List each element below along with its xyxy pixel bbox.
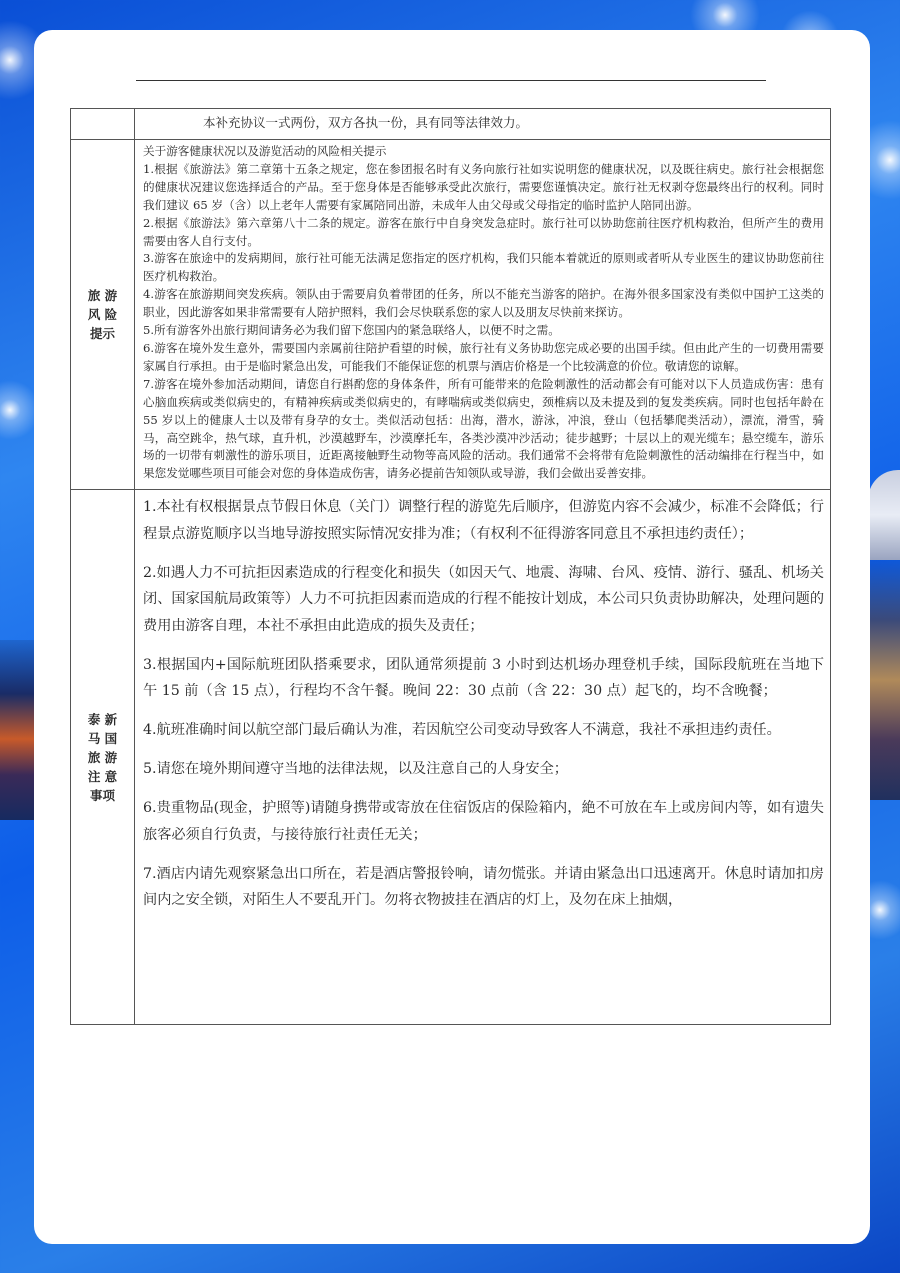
table-row [71, 109, 831, 140]
notice-item: 5.请您在境外期间遵守当地的法律法规，以及注意自己的人身安全； [143, 761, 568, 778]
label-line: 泰 新 [87, 711, 118, 727]
label-line: 旅 游 [87, 288, 118, 304]
notice-item: 7.酒店内请先观察紧急出口所在，若是酒店警报铃响，请勿慌张。并请由紧急出口迅速离开。休息时请加扣房间内之安全锁，对陌生人不要乱开门。勿将衣物披挂在酒店的灯上，及勿在床上抽烟， [143, 865, 824, 909]
risk-item: 1.根据《旅游法》第二章第十五条之规定，您在参团报名时有义务向旅行社如实说明您的健康状况，以及既往病史。旅行社会根据您的健康状况建议您选择适合的产品。至于您身体是否能够承受此次旅行，需要您谨慎决定。旅行社无权剥夺您最终出行的权利。同时我们建议 65 岁（含）以上老年人需要有家属陪同出游，未成年人由父母或父母指定的临时监护人陪同出游。 [143, 161, 824, 212]
risk-item: 2.根据《旅游法》第六章第八十二条的规定。游客在旅行中自身突发急症时。旅行社可以协助您前往医疗机构救治，但所产生的费用需要由客人自行支付。 [143, 215, 824, 248]
table-row [71, 140, 831, 490]
risk-item: 4.游客在旅游期间突发疾病。领队由于需要肩负着带团的任务，所以不能充当游客的陪护。在海外很多国家没有类似中国护工这类的职业，因此游客如果非常需要有人陪护照料，我们会尽快联系您的家人以及朋友尽快前来探访。 [143, 287, 824, 320]
risk-item: 5.所有游客外出旅行期间请务必为我们留下您国内的紧急联络人，以便不时之需。 [143, 323, 560, 338]
terms-table [70, 108, 831, 1025]
notice-section-label [71, 490, 135, 1025]
risk-item: 7.游客在境外参加活动期间，请您自行斟酌您的身体条件，所有可能带来的危险刺激性的活动都会有可能对以下人员造成伤害：患有心脑血疾病或类似病史的，有精神疾病或类似病史的，有哮喘病或类似病史，颈椎病以及未提及到的复发类疾病。同时也包括年龄在 55 岁以上的健康人士以及带有身孕的女士。类似活动包括：出海，潜水，游泳，冲浪，登山（包括攀爬类活动），漂流，滑雪，骑马，高空跳伞，热气球，直升机，沙漠越野车，沙漠摩托车，各类沙漠冲沙活动；徒步越野；十层以上的观光缆车；悬空缆车，游乐场的一切带有刺激性的游乐项目，近距离接触野生动物等高风险的活动。我们通常不会将带有危险刺激性的活动编排在行程当中，如果您发觉哪些项目可能会对您的身体造成伤害，请务必提前告知领队或导游，我们会做出妥善安排。 [143, 376, 824, 481]
header-rule [136, 80, 766, 81]
notice-item: 1.本社有权根据景点节假日休息（关门）调整行程的游览先后顺序，但游览内容不会减少，标准不会降低；行程景点游览顺序以当地导游按照实际情况安排为准；（有权利不征得游客同意且不承担违约责任）； [143, 499, 824, 542]
label-line: 风 险 [87, 307, 118, 323]
label-line: 注 意 [87, 768, 118, 784]
risk-item: 6.游客在境外发生意外，需要国内亲属前往陪护看望的时候，旅行社有义务协助您完成必要的出国手续。但由此产生的一切费用需要家属自行承担。由于是临时紧急出发，可能我们不能保证您的机票与酒店价格是一个比较满意的价位。敬请您的谅解。 [143, 340, 824, 373]
row-label-empty [71, 109, 135, 140]
label-line: 马 国 [87, 730, 118, 746]
risk-section-content [135, 140, 831, 490]
label-line: 事项 [89, 787, 115, 803]
copies-clause: 本补充协议一式两份，双方各执一份，具有同等法律效力。 [135, 109, 831, 140]
merlion-statue-decoration [868, 470, 900, 560]
label-line: 提示 [89, 326, 115, 342]
notice-item: 4.航班准确时间以航空部门最后确认为准，若因航空公司变动导致客人不满意，我社不承担违约责任。 [143, 722, 781, 739]
risk-item: 3.游客在旅途中的发病期间，旅行社可能无法满足您指定的医疗机构，我们只能本着就近的原则或者听从专业医生的建议协助您前往医疗机构救治。 [143, 251, 824, 284]
notice-item: 2.如遇人力不可抗拒因素造成的行程变化和损失（如因天气、地震、海啸、台风、疫情、游行、骚乱、机场关闭、国家国航局政策等）人力不可抗拒因素而造成的行程不能按计划成，本公司只负责协助解决，处理问题的费用由游客自理，本社不承担由此造成的损失及责任； [143, 564, 825, 634]
risk-heading: 关于游客健康状况以及游览活动的风险相关提示 [143, 144, 387, 158]
notice-section-content [135, 490, 831, 1025]
risk-section-label [71, 140, 135, 490]
table-row [71, 490, 831, 1025]
notice-item: 6.贵重物品(现金，护照等)请随身携带或寄放在住宿饭店的保险箱内，絶不可放在车上或房间内等，如有遗失旅客必须自行负责，与接待旅行社责任无关； [143, 800, 824, 843]
notice-item: 3.根据国内+国际航班团队搭乘要求，团队通常须提前 3 小时到达机场办理登机手续，国际段航班在当地下午 15 前（含 15 点），行程均不含午餐。晚间 22：30 点前（含 22：30 点）起飞的，均不含晚餐； [143, 656, 824, 700]
label-line: 旅 游 [87, 749, 118, 765]
